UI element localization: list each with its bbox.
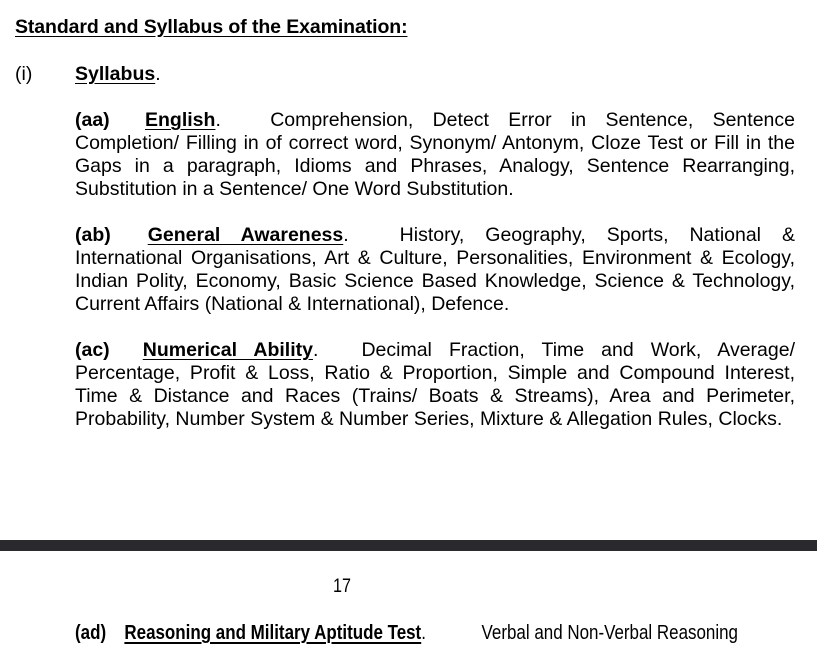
subsection-tag: (ad): [75, 622, 107, 644]
page-break-bar: [0, 540, 817, 551]
section-syllabus: [15, 63, 161, 86]
subsection-subject-suffix: .: [421, 622, 426, 644]
subsection-subject: Reasoning and Military Aptitude Test: [124, 622, 422, 644]
subsection-reasoning: [75, 622, 794, 645]
section-number: (i): [15, 63, 33, 85]
section-title: Syllabus: [75, 63, 156, 85]
subsection-body: Verbal and Non-Verbal Reasoning: [481, 622, 738, 644]
subsection-subject-suffix: .: [215, 109, 221, 131]
subsection-numerical-ability: [75, 339, 795, 431]
section-title-suffix: .: [155, 63, 161, 85]
subsection-tag: (aa): [75, 109, 110, 131]
subsection-subject: General Awareness: [147, 224, 344, 246]
subsection-tag: (ac): [75, 339, 110, 361]
page-number: 17: [333, 576, 351, 597]
subsection-subject-suffix: .: [312, 339, 319, 361]
document-heading: Standard and Syllabus of the Examination:: [15, 16, 408, 38]
subsection-subject: Numerical Ability: [142, 339, 313, 361]
subsection-body: History, Geography, Sports, National & International Organisations, Art & Culture, Personalities, Environment & Ecology, Indian Polity, Economy, Basic Science Based Knowledge, Science & Technology, Current Affairs (National & International), Defence.: [75, 224, 796, 315]
subsection-body: Comprehension, Detect Error in Sentence, Sentence Completion/ Filling in of correct word, Synonym/ Antonym, Cloze Test or Fill in the Gaps in a paragraph, Idioms and Phrases, Analogy, Sentence Rearranging, Substitution in a Sentence/ One Word Substitution.: [75, 109, 795, 200]
subsection-body: Decimal Fraction, Time and Work, Average/ Percentage, Profit & Loss, Ratio & Proportion, Simple and Compound Interest, Time & Distance and Races (Trains/ Boats & Streams), Area and Perimeter, Probability, Number System & Number Series, Mixture & Allegation Rules, Clocks.: [75, 339, 795, 430]
subsection-english: [75, 109, 795, 201]
subsection-tag: (ab): [75, 224, 111, 246]
subsection-general-awareness: [75, 224, 795, 316]
subsection-subject: English: [145, 109, 216, 131]
subsection-subject-suffix: .: [343, 224, 349, 246]
